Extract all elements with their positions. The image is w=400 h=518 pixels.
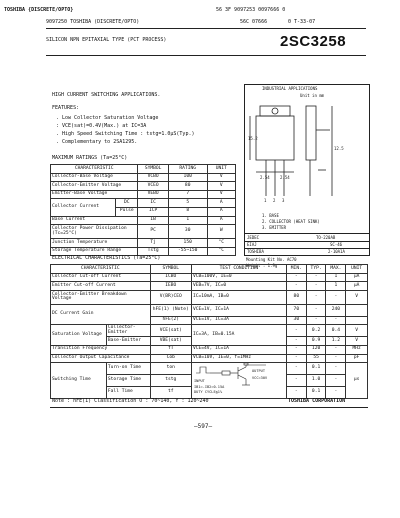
condition-cell: VCE=4V, IC=1A bbox=[191, 345, 286, 354]
package-unit: Unit in mm bbox=[300, 93, 325, 98]
table-row bbox=[51, 190, 236, 199]
unit-cell: °C bbox=[207, 239, 235, 248]
symbol-cell: IEBO bbox=[150, 282, 191, 291]
symbol-cell: V(BR)CEO bbox=[150, 290, 191, 304]
symbol-cell: VCBO bbox=[138, 173, 168, 182]
min-cell: - bbox=[286, 363, 306, 375]
header-cell: TEST CONDITION bbox=[191, 265, 286, 274]
footer-brand: TOSHIBA CORPORATION bbox=[288, 398, 346, 404]
unit-cell bbox=[346, 304, 368, 316]
symbol-cell: ICBO bbox=[150, 273, 191, 282]
min-cell: - bbox=[286, 325, 306, 337]
rating-cell: 1 bbox=[168, 216, 207, 225]
unit-cell: μs bbox=[346, 363, 368, 399]
unit-cell: W bbox=[207, 225, 235, 239]
char-cell: Switching Time bbox=[51, 363, 107, 399]
typ-cell: 0.9 bbox=[306, 337, 326, 346]
table-row bbox=[51, 225, 236, 239]
symbol-cell: Cob bbox=[150, 354, 191, 363]
symbol-cell: VCEO bbox=[138, 182, 168, 191]
header-cell: SYMBOL bbox=[150, 265, 191, 274]
table-row bbox=[51, 325, 368, 337]
symbol-cell: Tj bbox=[138, 239, 168, 248]
unit-cell: V bbox=[346, 325, 368, 337]
condition-cell: VEB=7V, IC=0 bbox=[191, 282, 286, 291]
unit-cell bbox=[346, 316, 368, 325]
header-cell: MAX. bbox=[326, 265, 346, 274]
symbol-cell: PC bbox=[138, 225, 168, 239]
elec-table bbox=[50, 264, 368, 399]
max-cell: 240 bbox=[326, 304, 346, 316]
sub-cell: Base-Emitter bbox=[106, 337, 150, 346]
switching-circuit-cell bbox=[191, 363, 286, 399]
circuit-ib-note: IB1=-IB2=0.15A bbox=[193, 385, 225, 390]
table-row bbox=[51, 273, 368, 282]
condition-cell: VCB=10V, IE=0, f=1MHz bbox=[191, 354, 286, 363]
table-row bbox=[51, 345, 368, 354]
typ-cell: - bbox=[306, 304, 326, 316]
min-cell: 80 bbox=[286, 290, 306, 304]
condition-cell: VCB=100V, IE=0 bbox=[191, 273, 286, 282]
typ-cell: 120 bbox=[306, 345, 326, 354]
header-cell: UNIT bbox=[207, 165, 235, 174]
rating-cell: 80 bbox=[168, 182, 207, 191]
feature-item: : VCE(sat)=0.4V(Max.) at IC=3A bbox=[56, 123, 147, 129]
rating-cell: 150 bbox=[168, 239, 207, 248]
unit-cell: A bbox=[207, 199, 235, 208]
features-title: FEATURES: bbox=[52, 105, 80, 111]
package-drawing bbox=[246, 100, 366, 222]
symbol-cell: ton bbox=[150, 363, 191, 375]
typ-cell: - bbox=[306, 273, 326, 282]
min-cell: - bbox=[286, 282, 306, 291]
circuit-input-label: INPUT bbox=[193, 379, 205, 384]
max-ratings-table bbox=[50, 164, 236, 256]
table-row bbox=[51, 354, 368, 363]
svg-text:12.5: 12.5 bbox=[334, 146, 344, 151]
condition-cell: IC=3A, IB=0.15A bbox=[191, 325, 286, 346]
char-cell: Collector Output Capacitance bbox=[51, 354, 151, 363]
typ-cell: 0.2 bbox=[306, 325, 326, 337]
typ-cell: 0.1 bbox=[306, 363, 326, 375]
symbol-cell: hFE(2) bbox=[150, 316, 191, 325]
table-header-row bbox=[51, 165, 236, 174]
min-cell: - bbox=[286, 386, 306, 398]
table-row bbox=[51, 182, 236, 191]
svg-text:3: 3 bbox=[282, 198, 285, 203]
header-brand-line: TOSHIBA {DISCRETE/OPTO} bbox=[4, 7, 74, 13]
sub-cell: DC bbox=[116, 199, 138, 208]
min-cell: - bbox=[286, 337, 306, 346]
min-cell: - bbox=[286, 354, 306, 363]
typ-cell: 0.1 bbox=[306, 386, 326, 398]
typ-cell: 1.0 bbox=[306, 375, 326, 387]
unit-cell: V bbox=[346, 337, 368, 346]
max-cell: 1 bbox=[326, 282, 346, 291]
feature-item: . Complementary to 2SA1295. bbox=[56, 139, 138, 145]
unit-cell: A bbox=[207, 216, 235, 225]
table-row bbox=[51, 304, 368, 316]
table-row bbox=[51, 363, 368, 375]
header-cell: CHARACTERISTIC bbox=[51, 165, 138, 174]
max-cell: - bbox=[326, 345, 346, 354]
svg-text:1: 1 bbox=[264, 198, 267, 203]
unit-cell: V bbox=[207, 190, 235, 199]
char-cell: Collector-Base Voltage bbox=[51, 173, 138, 182]
circuit-output-label: OUTPUT bbox=[251, 369, 265, 374]
symbol-cell: IB bbox=[138, 216, 168, 225]
package-std-label: EIAJ bbox=[247, 242, 257, 247]
header-doc-line: 9097250 TOSHIBA (DISCRETE/OPTO) bbox=[46, 19, 140, 25]
unit-cell: MHz bbox=[346, 345, 368, 354]
char-cell: Collector Current bbox=[51, 199, 116, 216]
application-text: HIGH CURRENT SWITCHING APPLICATIONS. bbox=[52, 92, 161, 98]
symbol-cell: ICP bbox=[138, 207, 168, 216]
svg-text:15.2: 15.2 bbox=[248, 136, 258, 141]
char-cell: Junction Temperature bbox=[51, 239, 138, 248]
unit-cell: V bbox=[346, 290, 368, 304]
package-title: INDUSTRIAL APPLICATIONS bbox=[262, 86, 318, 91]
unit-cell: pF bbox=[346, 354, 368, 363]
symbol-cell: IC bbox=[138, 199, 168, 208]
table-row bbox=[51, 173, 236, 182]
unit-cell: μA bbox=[346, 282, 368, 291]
rating-cell: 100 bbox=[168, 173, 207, 182]
char-cell: Storage Temperature Range bbox=[51, 247, 138, 256]
min-cell: 70 bbox=[286, 304, 306, 316]
table-row bbox=[51, 282, 368, 291]
symbol-cell: tf bbox=[150, 386, 191, 398]
symbol-cell: Tstg bbox=[138, 247, 168, 256]
char-cell: DC Current Gain bbox=[51, 304, 151, 325]
symbol-cell: fT bbox=[150, 345, 191, 354]
max-cell: 0.4 bbox=[326, 325, 346, 337]
header-code-line: 56 3F 9097253 0097666 0 bbox=[216, 7, 286, 13]
max-cell: 1 bbox=[326, 273, 346, 282]
header-cell: SYMBOL bbox=[138, 165, 168, 174]
char-cell: Saturation Voltage bbox=[51, 325, 107, 346]
table-header-row bbox=[51, 265, 368, 274]
typ-cell: - bbox=[306, 290, 326, 304]
elec-title: ELECTRICAL CHARACTERISTICS (Ta=25°C) bbox=[52, 255, 161, 261]
mounting-kit: Mounting Kit No. AC70 bbox=[246, 257, 297, 262]
symbol-cell: VEBO bbox=[138, 190, 168, 199]
header-cell: MIN. bbox=[286, 265, 306, 274]
char-cell: Collector-Emitter Voltage bbox=[51, 182, 138, 191]
hfe-classification-note: Note : hFE(1) Classification O : 70~140, Y : 120~240 bbox=[52, 398, 209, 404]
header-doc-code: 56C 07666 bbox=[240, 19, 268, 25]
condition-cell: VCE=1V, IC=3A bbox=[191, 316, 286, 325]
condition-cell: IC=10mA, IB=0 bbox=[191, 290, 286, 304]
unit-cell: μA bbox=[346, 273, 368, 282]
char-cell: Transition Frequency bbox=[51, 345, 151, 354]
svg-text:2.54: 2.54 bbox=[280, 175, 290, 180]
sub-cell: Storage Time bbox=[106, 375, 150, 387]
max-cell: 1.2 bbox=[326, 337, 346, 346]
max-cell: - bbox=[326, 363, 346, 375]
sub-cell: Turn-on Time bbox=[106, 363, 150, 375]
max-cell: - bbox=[326, 386, 346, 398]
char-cell: Emitter-Base Voltage bbox=[51, 190, 138, 199]
min-cell: 30 bbox=[286, 316, 306, 325]
pin-label: 1. BASE bbox=[262, 213, 279, 218]
table-row bbox=[51, 290, 368, 304]
svg-text:2: 2 bbox=[273, 198, 276, 203]
rating-cell: 8 bbox=[168, 207, 207, 216]
package-weight: Weight : 1.9g bbox=[246, 263, 278, 268]
package-rule bbox=[244, 233, 369, 234]
device-type: SILICON NPN EPITAXIAL TYPE (PCT PROCESS) bbox=[46, 37, 167, 43]
circuit-duty-note: DUTY CYCLE≦1% bbox=[193, 390, 223, 395]
symbol-cell: VCE(sat) bbox=[150, 325, 191, 337]
header-cell: TYP. bbox=[306, 265, 326, 274]
max-cell: - bbox=[326, 290, 346, 304]
unit-cell: V bbox=[207, 173, 235, 182]
page-number: —597— bbox=[194, 423, 213, 430]
switching-test-circuit bbox=[192, 363, 286, 395]
max-cell: - bbox=[326, 316, 346, 325]
footer-rule bbox=[50, 407, 368, 408]
max-ratings-title: MAXIMUM RATINGS (Ta=25°C) bbox=[52, 155, 128, 161]
char-cell: Base Current bbox=[51, 216, 138, 225]
symbol-cell: hFE(1) (Note) bbox=[150, 304, 191, 316]
typ-cell: 55 bbox=[306, 354, 326, 363]
feature-item: . Low Collector Saturation Voltage bbox=[56, 115, 159, 121]
package-rule bbox=[244, 241, 369, 242]
header-rule-top bbox=[46, 28, 366, 29]
sub-cell: Fall Time bbox=[106, 386, 150, 398]
unit-cell: °C bbox=[207, 247, 235, 256]
min-cell: - bbox=[286, 273, 306, 282]
symbol-cell: VBE(sat) bbox=[150, 337, 191, 346]
typ-cell: - bbox=[306, 316, 326, 325]
symbol-cell: tstg bbox=[150, 375, 191, 387]
condition-cell: VCE=1V, IC=1A bbox=[191, 304, 286, 316]
table-row bbox=[51, 199, 236, 208]
unit-cell: A bbox=[207, 207, 235, 216]
package-std-value: 2-10A1A bbox=[328, 249, 345, 254]
package-std-value: TO-220AB bbox=[316, 235, 336, 240]
svg-text:2.54: 2.54 bbox=[260, 175, 270, 180]
unit-cell: V bbox=[207, 182, 235, 191]
sub-cell: Pulse bbox=[116, 207, 138, 216]
char-cell: Emitter Cut-off Current bbox=[51, 282, 151, 291]
pin-label: 2. COLLECTOR (HEAT SINK) bbox=[262, 219, 320, 224]
rating-cell: 5 bbox=[168, 199, 207, 208]
rating-cell: 7 bbox=[168, 190, 207, 199]
package-std-value: SC-46 bbox=[330, 242, 343, 247]
min-cell: - bbox=[286, 375, 306, 387]
package-std-label: JEDEC bbox=[247, 235, 260, 240]
max-cell: - bbox=[326, 375, 346, 387]
rating-cell: 30 bbox=[168, 225, 207, 239]
part-number: 2SC3258 bbox=[280, 33, 347, 50]
max-cell: - bbox=[326, 354, 346, 363]
rating-cell: -55~150 bbox=[168, 247, 207, 256]
header-cell: CHARACTERISTIC bbox=[51, 265, 151, 274]
table-row bbox=[51, 216, 236, 225]
pin-label: 3. EMITTER bbox=[262, 225, 287, 230]
header-date-code: 0 T-33-07 bbox=[288, 19, 316, 25]
header-rule-bottom bbox=[46, 55, 366, 56]
char-cell: Collector Cut-off Current bbox=[51, 273, 151, 282]
typ-cell: - bbox=[306, 282, 326, 291]
char-cell: Collector-Emitter Breakdown Voltage bbox=[51, 290, 151, 304]
char-cell: Collector Power Dissipation (Tc=25°C) bbox=[51, 225, 138, 239]
min-cell: - bbox=[286, 345, 306, 354]
sub-cell: Collector-Emitter bbox=[106, 325, 150, 337]
table-row bbox=[51, 239, 236, 248]
circuit-vcc-label: VCC=30V bbox=[251, 376, 268, 381]
feature-item: . High Speed Switching Time : tstg=1.0μS(Typ.) bbox=[56, 131, 195, 137]
header-cell: RATING bbox=[168, 165, 207, 174]
header-cell: UNIT bbox=[346, 265, 368, 274]
package-std-label: TOSHIBA bbox=[247, 249, 264, 254]
